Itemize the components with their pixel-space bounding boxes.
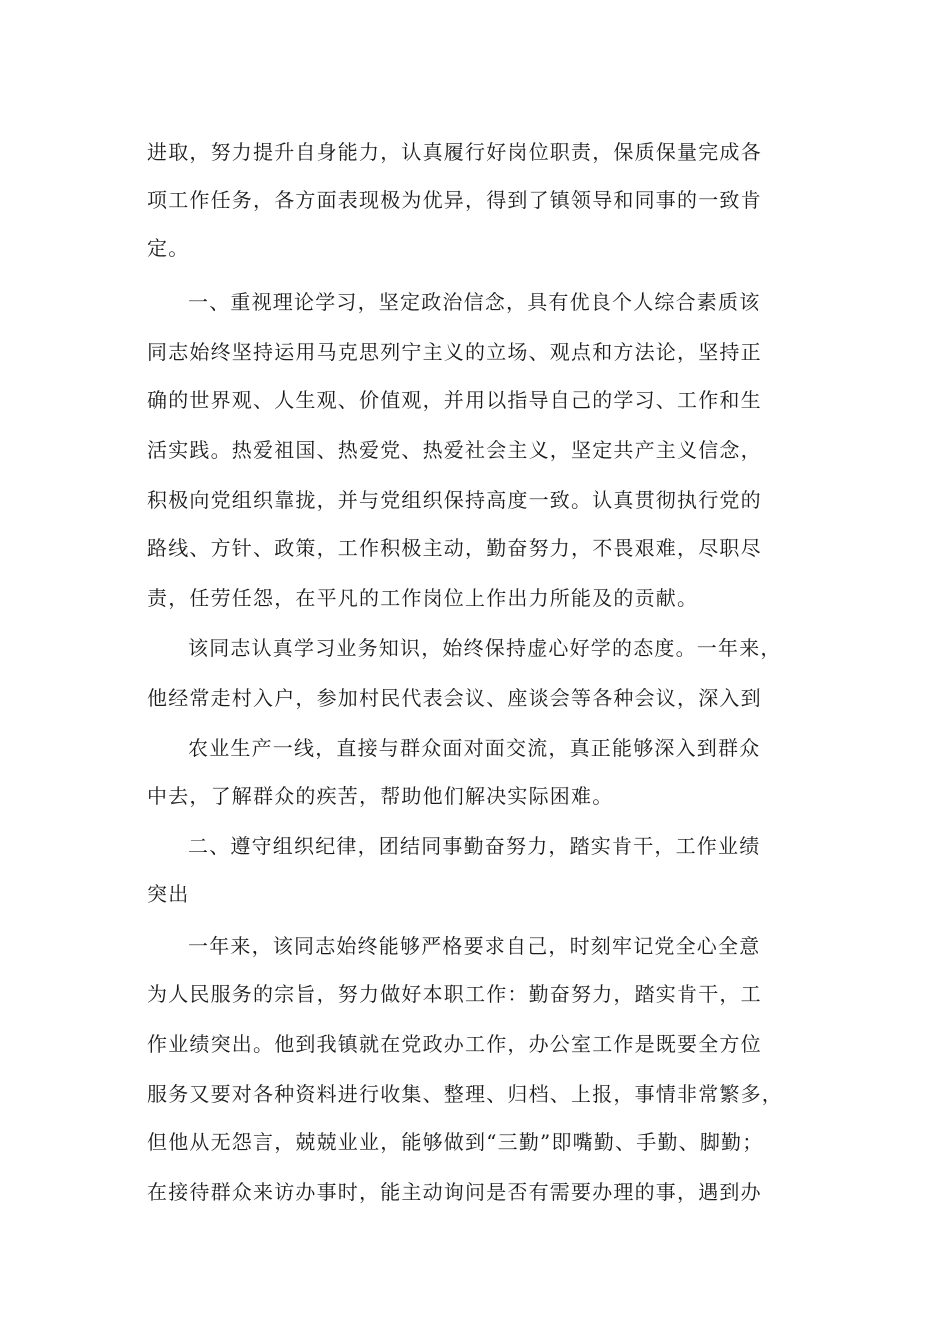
text-line: 路线、方针、政策，工作积极主动，勤奋努力，不畏艰难，尽职尽 (147, 536, 762, 560)
text-line: 定。 (147, 236, 190, 260)
section-heading-continued: 突出 (147, 882, 190, 906)
text-line: 项工作任务，各方面表现极为优异，得到了镇领导和同事的一致肯 (147, 188, 762, 212)
text-line: 同志始终坚持运用马克思列宁主义的立场、观点和方法论，坚持正 (147, 340, 762, 364)
text-line: 但他从无怨言，兢兢业业，能够做到“三勤”即嘴勤、手勤、脚勤； (147, 1130, 764, 1154)
text-line: 中去，了解群众的疾苦，帮助他们解决实际困难。 (147, 784, 614, 808)
text-line: 为人民服务的宗旨，努力做好本职工作：勤奋努力，踏实肯干，工 (147, 982, 762, 1006)
section-heading: 一、重视理论学习，坚定政治信念，具有优良个人综合素质该 (188, 290, 761, 314)
text-line: 责，任劳任怨，在平凡的工作岗位上作出力所能及的贡献。 (147, 586, 699, 610)
text-line: 在接待群众来访办事时，能主动询问是否有需要办理的事，遇到办 (147, 1180, 762, 1204)
text-line: 他经常走村入户，参加村民代表会议、座谈会等各种会议，深入到 (147, 686, 762, 710)
text-line: 一年来，该同志始终能够严格要求自己，时刻牢记党全心全意 (188, 934, 761, 958)
text-line: 活实践。热爱祖国、热爱党、热爱社会主义，坚定共产主义信念， (147, 438, 762, 462)
text-line: 该同志认真学习业务知识，始终保持虚心好学的态度。一年来， (188, 636, 782, 660)
text-line: 积极向党组织靠拢，并与党组织保持高度一致。认真贯彻执行党的 (147, 488, 762, 512)
text-line: 服务又要对各种资料进行收集、整理、归档、上报，事情非常繁多， (147, 1082, 783, 1106)
text-line: 作业绩突出。他到我镇就在党政办工作，办公室工作是既要全方位 (147, 1032, 762, 1056)
text-line: 进取，努力提升自身能力，认真履行好岗位职责，保质保量完成各 (147, 140, 762, 164)
text-line: 农业生产一线，直接与群众面对面交流，真正能够深入到群众 (188, 736, 761, 760)
text-line: 确的世界观、人生观、价值观，并用以指导自己的学习、工作和生 (147, 388, 762, 412)
section-heading: 二、遵守组织纪律，团结同事勤奋努力，踏实肯干，工作业绩 (188, 834, 761, 858)
